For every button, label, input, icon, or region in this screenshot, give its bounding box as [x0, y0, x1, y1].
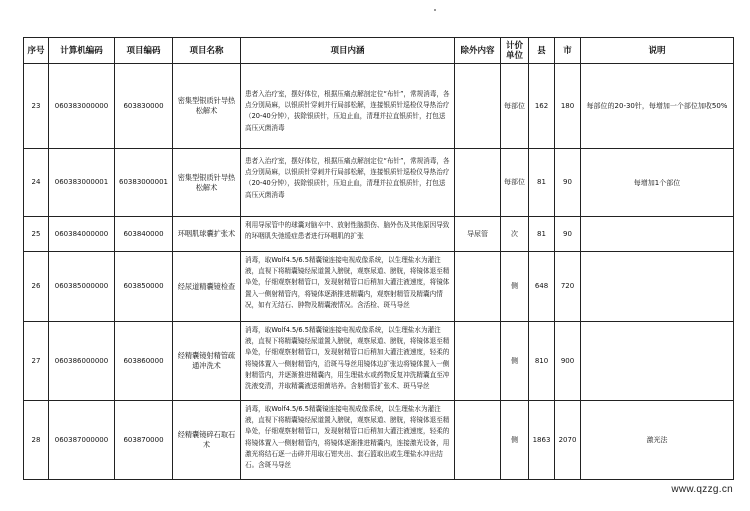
header-item-name: 项目名称 [173, 38, 241, 64]
cell-item-code: 603830000 [115, 64, 173, 149]
cell-city: 90 [555, 149, 581, 217]
header-computer-code: 计算机编码 [49, 38, 115, 64]
cell-seq: 27 [24, 322, 49, 401]
cell-computer-code: 060384000000 [49, 217, 115, 252]
cell-notes: 每部位的20-30针，每增加一个部位加收50% [581, 64, 734, 149]
cell-exclusion [455, 322, 501, 401]
cell-item-code: 603850000 [115, 252, 173, 322]
scan-dot [434, 9, 436, 11]
cell-exclusion [455, 149, 501, 217]
cell-item-code: 603840000 [115, 217, 173, 252]
cell-item-code: 603860000 [115, 322, 173, 401]
fee-schedule-table [23, 37, 734, 480]
cell-county: 648 [529, 252, 555, 322]
cell-notes [581, 252, 734, 322]
header-content: 项目内涵 [241, 38, 455, 64]
header-county: 县 [529, 38, 555, 64]
cell-item-name: 密集型银质针导热松解术 [173, 64, 241, 149]
cell-city: 180 [555, 64, 581, 149]
cell-item-name: 经精囊镜射精管疏通冲洗术 [173, 322, 241, 401]
cell-item-code: 603870000 [115, 401, 173, 480]
cell-seq: 28 [24, 401, 49, 480]
cell-computer-code: 060385000000 [49, 252, 115, 322]
table-row [24, 322, 734, 401]
cell-computer-code: 060387000000 [49, 401, 115, 480]
cell-computer-code: 060386000000 [49, 322, 115, 401]
header-exclusion: 除外内容 [455, 38, 501, 64]
cell-county: 81 [529, 217, 555, 252]
table-row [24, 252, 734, 322]
table-row [24, 64, 734, 149]
cell-unit: 侧 [501, 252, 529, 322]
cell-item-name: 经精囊镜碎石取石术 [173, 401, 241, 480]
cell-content: 消毒，取Wolf4.5/6.5精囊镜连接电视成像系统，以生理盐水为灌注液，直视下将精囊镜经尿道置入膀胱，观察尿道、膀胱，将镜体退至精阜处，仔细观察射精管口，发现射精管口后稍加大灌注液速度，轻柔的将镜体置入一侧射精管内，沿斑马导丝用镜体边扩张边将镜体置入一侧射精管内，并逐渐推进精囊内，用生理盐水或药物反复冲洗精囊直至冲洗液变清，并取精囊液送细菌培养。含射精管扩张术、斑马导丝 [241, 322, 455, 401]
cell-unit: 次 [501, 217, 529, 252]
cell-item-code: 60383000001 [115, 149, 173, 217]
cell-seq: 24 [24, 149, 49, 217]
cell-computer-code: 060383000000 [49, 64, 115, 149]
table-row [24, 149, 734, 217]
cell-seq: 26 [24, 252, 49, 322]
cell-exclusion [455, 64, 501, 149]
cell-item-name: 环咽肌球囊扩张术 [173, 217, 241, 252]
table-header-row [24, 38, 734, 64]
cell-unit: 每部位 [501, 64, 529, 149]
cell-seq: 25 [24, 217, 49, 252]
cell-city: 90 [555, 217, 581, 252]
cell-seq: 23 [24, 64, 49, 149]
header-unit: 计价单位 [501, 38, 529, 64]
cell-exclusion [455, 401, 501, 480]
cell-county: 810 [529, 322, 555, 401]
cell-content: 利用导尿管中的球囊对脑卒中、放射性脑损伤、脑外伤及其他原因导致的环咽肌失弛缓症患者进行环咽肌的扩张 [241, 217, 455, 252]
cell-content: 消毒，取Wolf4.5/6.5精囊镜连接电视成像系统，以生理盐水为灌注液，直视下将精囊镜经尿道置入膀胱，观察尿道、膀胱，将镜体退至精阜处，仔细观察射精管口，发现射精管口后稍加大灌注液速度，将镜体置入一侧射精管内，将镜体逐渐推进精囊内，观察射精管及精囊内情况，如有无结石、肿物及精囊液情况。含活检、斑马导丝 [241, 252, 455, 322]
cell-item-name: 密集型银质针导热松解术 [173, 149, 241, 217]
cell-city: 900 [555, 322, 581, 401]
cell-city: 720 [555, 252, 581, 322]
header-seq: 序号 [24, 38, 49, 64]
cell-unit: 侧 [501, 322, 529, 401]
cell-city: 2070 [555, 401, 581, 480]
cell-exclusion: 导尿管 [455, 217, 501, 252]
cell-unit: 每部位 [501, 149, 529, 217]
cell-notes: 激光法 [581, 401, 734, 480]
header-notes: 说明 [581, 38, 734, 64]
table-row [24, 401, 734, 480]
cell-unit: 侧 [501, 401, 529, 480]
cell-item-name: 经尿道精囊镜检查 [173, 252, 241, 322]
cell-notes [581, 217, 734, 252]
site-watermark-url: www.qzzg.cn [671, 484, 733, 495]
cell-content: 患者入治疗室，摆好体位，根据压痛点解剖定位“布针”，常规消毒，各点分别局麻，以银质针穿刺并行局部松解，连接银质针巡检仪导热治疗（20-40分钟），拔除银质针，压迫止血，清理并拉直银质针，打包送高压灭菌消毒 [241, 64, 455, 149]
cell-notes: 每增加1个部位 [581, 149, 734, 217]
header-city: 市 [555, 38, 581, 64]
cell-notes [581, 322, 734, 401]
cell-county: 1863 [529, 401, 555, 480]
table-row [24, 217, 734, 252]
header-item-code: 项目编码 [115, 38, 173, 64]
cell-content: 消毒，取Wolf4.5/6.5精囊镜连接电视成像系统，以生理盐水为灌注液，直视下将精囊镜经尿道置入膀胱，观察尿道、膀胱，将镜体退至精阜处，仔细观察射精管口，发现射精管口后稍加大灌注液速度，轻柔的将镜体置入一侧射精管内，将镜体逐渐推进精囊内，连接激光设备，用激光将结石逐一击碎并用取石钳夹出、套石篮取出或生理盐水冲出结石。含斑马导丝 [241, 401, 455, 480]
cell-content: 患者入治疗室，摆好体位，根据压痛点解剖定位“布针”，常规消毒，各点分别局麻，以银质针穿刺并行局部松解，连接银质针巡检仪导热治疗（20-40分钟），拔除银质针，压迫止血，清理并拉直银质针，打包送高压灭菌消毒 [241, 149, 455, 217]
cell-county: 81 [529, 149, 555, 217]
cell-county: 162 [529, 64, 555, 149]
cell-exclusion [455, 252, 501, 322]
cell-computer-code: 060383000001 [49, 149, 115, 217]
